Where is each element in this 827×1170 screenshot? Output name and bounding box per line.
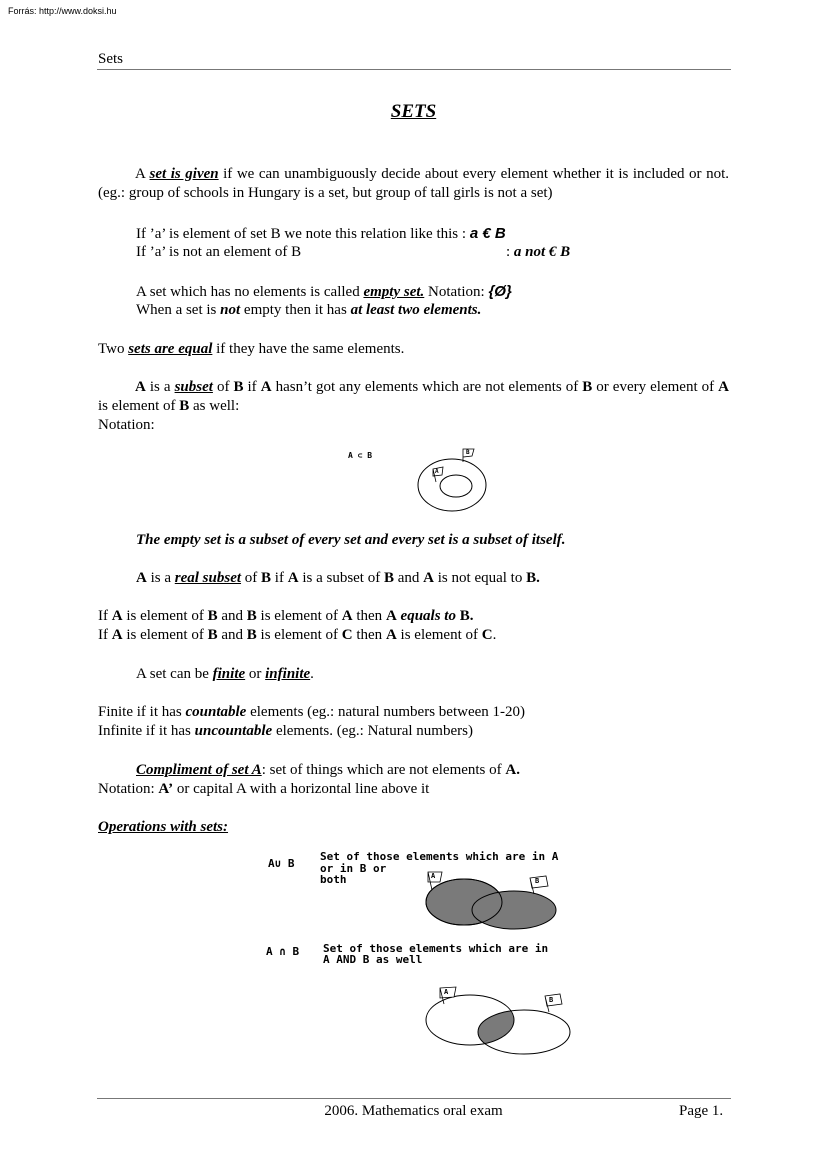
intersection-flag-a: A — [444, 988, 449, 996]
subset-flag-b: B — [466, 449, 470, 456]
footer-title: 2006. Mathematics oral exam — [324, 1103, 503, 1119]
infinite-definition-line: Infinite if it has uncountable elements. (eg.: Natural numbers) — [98, 723, 473, 739]
subset-expression: A ⊂ B — [348, 451, 373, 460]
finite-definition-line: Finite if it has countable elements (eg.: natural numbers between 1-20) — [98, 704, 525, 720]
empty-set-subset-statement: The empty set is a subset of every set and every set is a subset of itself. — [136, 532, 566, 548]
paragraph-set-definition: A set is given if we can unambiguously decide about every element whether it is included or not. (eg.: group of schools in Hungary is a set, but group of tall girls is not a set) — [98, 166, 729, 201]
empty-set-line: A set which has no elements is called empty set. Notation: {Ø} — [136, 283, 512, 300]
source-line: Forrás: http://www.doksi.hu — [8, 6, 117, 16]
intersection-expression: A ∩ B — [266, 945, 300, 958]
page-number: Page 1. — [679, 1103, 724, 1119]
union-venn — [266, 848, 566, 932]
running-header: Sets — [98, 51, 124, 67]
not-element-of-notation: : a not € B — [506, 244, 571, 260]
real-subset-line: A is a real subset of B if A is a subset of B and A is not equal to B. — [136, 570, 540, 586]
intersection-caption-2: A AND B as well — [323, 953, 423, 966]
finite-infinite-line: A set can be finite or infinite. — [136, 666, 314, 682]
subset-venn — [346, 448, 496, 514]
empty-set-symbol: {Ø} — [488, 283, 512, 300]
subset-flag-a: A — [435, 468, 439, 475]
transitivity-line: If A is element of B and B is element of C then A is element of C. — [98, 627, 497, 643]
union-caption-3: both — [320, 873, 347, 886]
union-caption-1: Set of those elements which are in A — [320, 850, 559, 863]
intersection-caption-1: Set of those elements which are in — [323, 942, 549, 955]
page-title: SETS — [390, 101, 437, 122]
element-of-line: If ’a’ is element of set B we note this relation like this : a € B — [136, 225, 506, 242]
complement-notation-line: Notation: A’ or capital A with a horizontal line above it — [98, 781, 430, 797]
term-set-is-given: set is given — [149, 166, 219, 182]
paragraph-subset: A is a subset of B if A hasn’t got any elements which are not elements of B or every element of A is element of B as well: — [98, 379, 729, 414]
union-flag-b: B — [535, 877, 540, 885]
union-expression: A∪ B — [268, 857, 295, 870]
sets-equal-line: Two sets are equal if they have the same elements. — [98, 341, 405, 357]
subset-diagram — [346, 448, 496, 514]
intersection-diagram — [264, 940, 584, 1060]
intersection-venn — [264, 940, 584, 1060]
operations-heading: Operations with sets: — [98, 819, 229, 835]
intersection-flag-b: B — [549, 996, 554, 1004]
footer-rule — [97, 1098, 731, 1099]
complement-line: Compliment of set A: set of things which are not elements of A. — [136, 762, 520, 778]
not-element-of-line: If ’a’ is not an element of B — [136, 244, 302, 260]
union-caption-2: or in B or — [320, 862, 387, 875]
union-flag-a: A — [431, 872, 436, 880]
non-empty-line: When a set is not empty then it has at least two elements. — [136, 302, 482, 318]
notation-label: Notation: — [98, 417, 155, 433]
header-rule — [97, 69, 731, 70]
equality-rule-line: If A is element of B and B is element of A then A equals to B. — [98, 608, 474, 624]
union-diagram — [266, 848, 566, 932]
element-of-symbol: a € B — [469, 225, 506, 242]
